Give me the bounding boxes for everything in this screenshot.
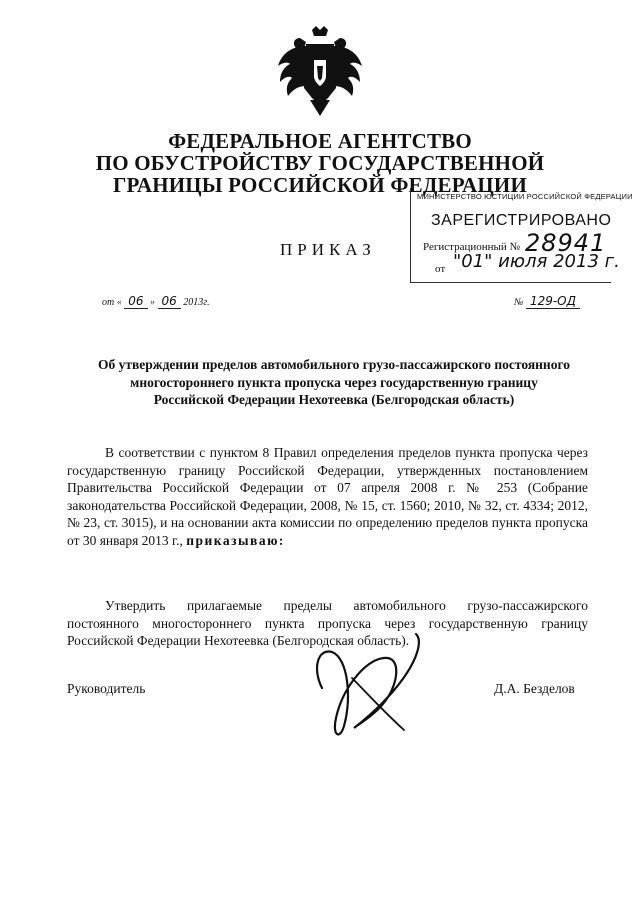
signatory-name: Д.А. Безделов [494,681,575,696]
stamp-ministry: МИНИСТЕРСТВО ЮСТИЦИИ РОССИЙСКОЙ ФЕДЕРАЦИИ [417,192,633,201]
number-prefix: № [514,297,524,308]
stamp-registration-number: 28941 [525,229,607,257]
decision-paragraph: Утвердить прилагаемые пределы автомобильного грузо-пассажирского постоянного многостороннего пункта пропуска через государственную границу Российской Федерации Нехотеевка (Белгородская область). [67,598,588,648]
order-number [514,294,580,309]
date-month: 06 [158,294,181,309]
document-type: ПРИКАЗ [280,240,376,259]
stamp-date-prefix: от [435,263,446,275]
handwritten-signature [292,618,432,746]
coat-of-arms-emblem [276,26,364,116]
stamp-registration-label: Регистрационный № [423,241,521,253]
number-value: 129-ОД [526,294,580,309]
order-date [102,294,210,309]
date-year: 2013 [183,297,204,308]
preamble-paragraph [67,444,588,549]
order-title: Об утверждении пределов автомобильного грузо-пассажирского постоянного многостороннего пункта пропуска через государственную границу Российской Федерации Нехотеевка (Белгородская область) [98,357,570,407]
agency-name [92,130,548,196]
agency-line: ГРАНИЦЫ РОССИЙСКОЙ ФЕДЕРАЦИИ [112,173,528,197]
registration-stamp [410,188,633,283]
stamp-title: ЗАРЕГИСТРИРОВАНО [431,212,612,229]
agency-line: ПО ОБУСТРОЙСТВУ ГОСУДАРСТВЕННОЙ [95,151,545,175]
preamble-text: В соответствии с пунктом 8 Правил определения пределов пункта пропуска через государственную границу Российской Федерации, утвержденных постановлением Правительства Российской Федерации от 07 апреля 2008 г. № 253 (Собрание законодательства Российской Федерации, 2008, № 15, ст. 1560; 2010, № 32, ст. 4334; 2012, № 23, ст. 3015), и на основании акта комиссии по определению пределов пункта пропуска от 30 января 2013 г., [67,445,588,548]
stamp-date: "01" июля 2013 г. [453,251,620,272]
date-day-close: » [150,297,156,308]
date-year-suffix: г. [203,297,210,308]
date-prefix: от « [102,297,122,308]
signatory-position: Руководитель [67,681,146,696]
date-day: 06 [124,294,147,309]
agency-line: ФЕДЕРАЛЬНОЕ АГЕНТСТВО [168,129,472,153]
orders-keyword: приказываю: [186,532,285,548]
